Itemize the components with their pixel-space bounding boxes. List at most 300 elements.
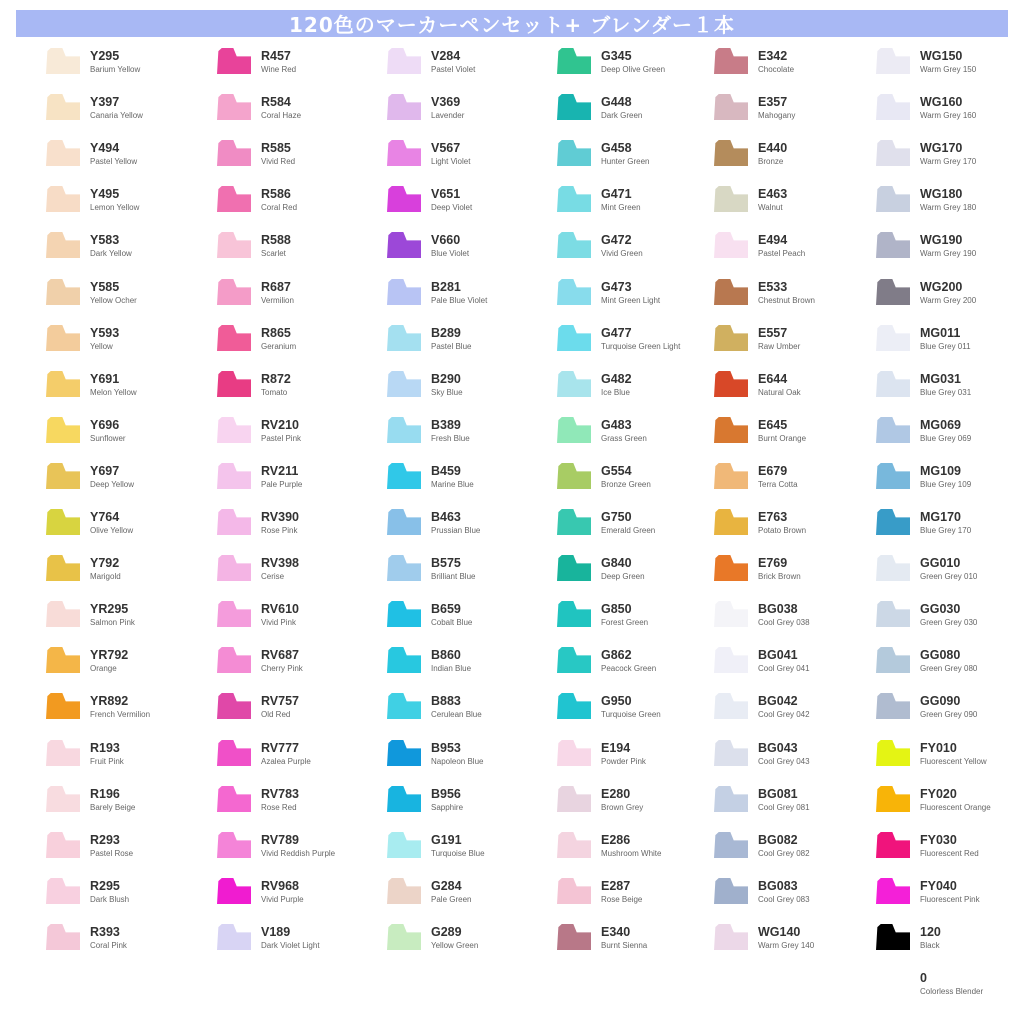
marker-swatch-icon bbox=[46, 371, 80, 397]
color-name: Pale Green bbox=[431, 895, 472, 904]
color-name: Warm Grey 170 bbox=[920, 157, 977, 166]
marker-swatch-icon bbox=[876, 186, 910, 212]
marker-swatch-icon bbox=[714, 693, 748, 719]
color-name: Cool Grey 043 bbox=[758, 757, 810, 766]
marker-swatch-icon bbox=[876, 832, 910, 858]
marker-swatch-icon bbox=[387, 94, 421, 120]
marker-swatch-icon bbox=[387, 417, 421, 443]
color-item bbox=[211, 92, 376, 132]
color-name: Brick Brown bbox=[758, 572, 801, 581]
color-code: R457 bbox=[261, 49, 291, 63]
color-code: BG083 bbox=[758, 879, 798, 893]
color-name: Cool Grey 082 bbox=[758, 849, 810, 858]
marker-swatch-icon bbox=[557, 878, 591, 904]
color-code: MG109 bbox=[920, 464, 961, 478]
color-item bbox=[551, 277, 716, 317]
marker-swatch-icon bbox=[714, 232, 748, 258]
color-item bbox=[551, 92, 716, 132]
color-code: G191 bbox=[431, 833, 462, 847]
marker-swatch-icon bbox=[46, 48, 80, 74]
color-name: Mint Green bbox=[601, 203, 641, 212]
color-item bbox=[211, 461, 376, 501]
marker-swatch-icon bbox=[876, 878, 910, 904]
color-name: Marigold bbox=[90, 572, 121, 581]
marker-swatch-icon bbox=[557, 325, 591, 351]
color-item bbox=[551, 46, 716, 86]
color-code: E494 bbox=[758, 233, 788, 247]
color-code: RV210 bbox=[261, 418, 299, 432]
color-item bbox=[211, 876, 376, 916]
color-code: YR295 bbox=[90, 602, 129, 616]
marker-swatch-icon bbox=[46, 325, 80, 351]
marker-swatch-icon bbox=[387, 48, 421, 74]
color-code: G862 bbox=[601, 648, 632, 662]
color-code: B956 bbox=[431, 787, 461, 801]
marker-swatch-icon bbox=[217, 555, 251, 581]
marker-swatch-icon bbox=[714, 878, 748, 904]
color-item bbox=[40, 830, 205, 870]
color-name: Pastel Blue bbox=[431, 342, 472, 351]
color-name: Scarlet bbox=[261, 249, 286, 258]
color-name: Green Grey 090 bbox=[920, 710, 978, 719]
color-code: RV757 bbox=[261, 694, 299, 708]
color-item bbox=[40, 277, 205, 317]
color-name: Light Violet bbox=[431, 157, 471, 166]
color-code: G289 bbox=[431, 925, 462, 939]
color-item bbox=[708, 738, 873, 778]
color-item bbox=[708, 230, 873, 270]
color-item bbox=[870, 599, 1024, 639]
color-code: RV777 bbox=[261, 741, 299, 755]
marker-swatch-icon bbox=[714, 924, 748, 950]
color-name: Pale Purple bbox=[261, 480, 303, 489]
color-item bbox=[40, 369, 205, 409]
color-name: Coral Haze bbox=[261, 111, 302, 120]
color-name: Ice Blue bbox=[601, 388, 630, 397]
color-code: RV783 bbox=[261, 787, 299, 801]
color-name: Lavender bbox=[431, 111, 465, 120]
color-item bbox=[870, 507, 1024, 547]
marker-swatch-icon bbox=[557, 924, 591, 950]
color-code: R393 bbox=[90, 925, 120, 939]
marker-swatch-icon bbox=[217, 601, 251, 627]
color-code: E763 bbox=[758, 510, 788, 524]
color-item bbox=[211, 369, 376, 409]
color-code: GG030 bbox=[920, 602, 961, 616]
color-name: Vermilion bbox=[261, 296, 294, 305]
color-name: Warm Grey 190 bbox=[920, 249, 977, 258]
color-code: R586 bbox=[261, 187, 291, 201]
color-name: Fluorescent Orange bbox=[920, 803, 991, 812]
marker-swatch-icon bbox=[46, 647, 80, 673]
color-item bbox=[551, 415, 716, 455]
marker-swatch-icon bbox=[387, 601, 421, 627]
color-item bbox=[870, 46, 1024, 86]
color-item bbox=[551, 738, 716, 778]
marker-swatch-icon bbox=[876, 279, 910, 305]
color-code: RV398 bbox=[261, 556, 299, 570]
color-name: Warm Grey 180 bbox=[920, 203, 977, 212]
color-code: G750 bbox=[601, 510, 632, 524]
color-code: WG140 bbox=[758, 925, 801, 939]
color-code: Y495 bbox=[90, 187, 120, 201]
color-name: Dark Blush bbox=[90, 895, 130, 904]
color-code: YR792 bbox=[90, 648, 129, 662]
color-name: Cerise bbox=[261, 572, 285, 581]
color-name: Bronze bbox=[758, 157, 784, 166]
color-name: Pastel Pink bbox=[261, 434, 302, 443]
color-name: Pastel Peach bbox=[758, 249, 806, 258]
color-item bbox=[381, 461, 546, 501]
color-code: WG180 bbox=[920, 187, 963, 201]
color-name: Cherry Pink bbox=[261, 664, 303, 673]
marker-swatch-icon bbox=[876, 371, 910, 397]
color-code: WG190 bbox=[920, 233, 963, 247]
color-item bbox=[211, 691, 376, 731]
color-name: Cool Grey 042 bbox=[758, 710, 810, 719]
color-code: BG043 bbox=[758, 741, 798, 755]
color-item bbox=[870, 230, 1024, 270]
color-item bbox=[870, 323, 1024, 363]
color-name: Grass Green bbox=[601, 434, 647, 443]
marker-swatch-icon bbox=[387, 140, 421, 166]
color-name: Pastel Yellow bbox=[90, 157, 138, 166]
color-item bbox=[551, 922, 716, 962]
color-item bbox=[381, 138, 546, 178]
color-item bbox=[870, 784, 1024, 824]
color-chart-grid bbox=[0, 46, 1024, 1024]
color-item bbox=[551, 830, 716, 870]
color-code: R295 bbox=[90, 879, 120, 893]
marker-swatch-icon bbox=[714, 140, 748, 166]
color-code: BG042 bbox=[758, 694, 798, 708]
color-code: FY020 bbox=[920, 787, 957, 801]
color-item bbox=[381, 645, 546, 685]
color-code: E533 bbox=[758, 280, 788, 294]
color-item bbox=[551, 876, 716, 916]
color-item bbox=[40, 230, 205, 270]
color-code: RV789 bbox=[261, 833, 299, 847]
marker-swatch-icon bbox=[557, 463, 591, 489]
marker-swatch-icon bbox=[876, 232, 910, 258]
marker-swatch-icon bbox=[387, 279, 421, 305]
color-name: Geranium bbox=[261, 342, 297, 351]
color-item bbox=[708, 46, 873, 86]
color-code: G850 bbox=[601, 602, 632, 616]
marker-swatch-icon bbox=[46, 232, 80, 258]
color-code: E463 bbox=[758, 187, 788, 201]
color-name: Fluorescent Yellow bbox=[920, 757, 987, 766]
color-item bbox=[870, 645, 1024, 685]
color-name: Pale Blue Violet bbox=[431, 296, 488, 305]
color-item bbox=[870, 876, 1024, 916]
color-code: G448 bbox=[601, 95, 632, 109]
color-item bbox=[211, 784, 376, 824]
color-item bbox=[870, 369, 1024, 409]
color-code: G473 bbox=[601, 280, 632, 294]
marker-swatch-icon bbox=[217, 647, 251, 673]
color-name: Napoleon Blue bbox=[431, 757, 484, 766]
color-name: Dark Green bbox=[601, 111, 643, 120]
marker-swatch-icon bbox=[714, 601, 748, 627]
color-name: Vivid Red bbox=[261, 157, 296, 166]
marker-swatch-icon bbox=[714, 279, 748, 305]
color-name: Warm Grey 150 bbox=[920, 65, 977, 74]
color-item bbox=[551, 784, 716, 824]
color-item bbox=[211, 46, 376, 86]
color-code: BG041 bbox=[758, 648, 798, 662]
color-code: E280 bbox=[601, 787, 631, 801]
marker-swatch-icon bbox=[714, 325, 748, 351]
color-name: Chocolate bbox=[758, 65, 795, 74]
marker-swatch-icon bbox=[557, 279, 591, 305]
marker-swatch-icon bbox=[714, 417, 748, 443]
color-code: B860 bbox=[431, 648, 461, 662]
color-code: Y494 bbox=[90, 141, 120, 155]
color-code: BG082 bbox=[758, 833, 798, 847]
marker-swatch-icon bbox=[714, 371, 748, 397]
color-code: Y764 bbox=[90, 510, 120, 524]
marker-swatch-icon bbox=[714, 555, 748, 581]
color-item bbox=[381, 876, 546, 916]
color-item bbox=[381, 830, 546, 870]
color-name: Black bbox=[920, 941, 940, 950]
color-name: Cobalt Blue bbox=[431, 618, 473, 627]
color-name: Canaria Yellow bbox=[90, 111, 143, 120]
color-code: YR892 bbox=[90, 694, 129, 708]
color-code: Y691 bbox=[90, 372, 120, 386]
color-name: Green Grey 030 bbox=[920, 618, 978, 627]
color-item bbox=[211, 645, 376, 685]
color-name: Vivid Purple bbox=[261, 895, 304, 904]
color-name: Green Grey 010 bbox=[920, 572, 978, 581]
color-code: B575 bbox=[431, 556, 461, 570]
marker-swatch-icon bbox=[217, 509, 251, 535]
color-item bbox=[211, 830, 376, 870]
color-code: B953 bbox=[431, 741, 461, 755]
color-item bbox=[40, 738, 205, 778]
color-item bbox=[211, 507, 376, 547]
marker-swatch-icon bbox=[387, 693, 421, 719]
color-code: V660 bbox=[431, 233, 461, 247]
color-item bbox=[708, 461, 873, 501]
marker-swatch-icon bbox=[876, 48, 910, 74]
color-name: Deep Violet bbox=[431, 203, 473, 212]
color-name: Prussian Blue bbox=[431, 526, 481, 535]
color-item bbox=[381, 738, 546, 778]
color-code: RV211 bbox=[261, 464, 299, 478]
marker-swatch-icon bbox=[387, 232, 421, 258]
color-name: Sky Blue bbox=[431, 388, 463, 397]
color-item bbox=[708, 553, 873, 593]
color-item bbox=[870, 922, 1024, 962]
color-item bbox=[708, 323, 873, 363]
color-name: Colorless Blender bbox=[920, 987, 984, 996]
marker-swatch-icon bbox=[46, 832, 80, 858]
marker-swatch-icon bbox=[46, 140, 80, 166]
marker-swatch-icon bbox=[714, 740, 748, 766]
color-name: Green Grey 080 bbox=[920, 664, 978, 673]
color-code: G483 bbox=[601, 418, 632, 432]
marker-swatch-icon bbox=[46, 417, 80, 443]
color-name: Olive Yellow bbox=[90, 526, 134, 535]
color-name: Blue Grey 031 bbox=[920, 388, 972, 397]
color-name: Mushroom White bbox=[601, 849, 662, 858]
color-code: G472 bbox=[601, 233, 632, 247]
color-code: B281 bbox=[431, 280, 461, 294]
color-code: Y697 bbox=[90, 464, 120, 478]
marker-swatch-icon bbox=[714, 463, 748, 489]
color-code: E340 bbox=[601, 925, 631, 939]
color-code: B659 bbox=[431, 602, 461, 616]
color-item bbox=[708, 784, 873, 824]
color-item bbox=[40, 46, 205, 86]
color-name: French Vermilion bbox=[90, 710, 151, 719]
color-code: WG150 bbox=[920, 49, 963, 63]
color-item bbox=[708, 277, 873, 317]
color-name: Deep Yellow bbox=[90, 480, 135, 489]
marker-swatch-icon bbox=[557, 647, 591, 673]
color-code: MG170 bbox=[920, 510, 961, 524]
color-name: Rose Beige bbox=[601, 895, 643, 904]
color-name: Mahogany bbox=[758, 111, 796, 120]
color-item bbox=[381, 553, 546, 593]
color-code: B883 bbox=[431, 694, 461, 708]
color-code: Y696 bbox=[90, 418, 120, 432]
color-code: B290 bbox=[431, 372, 461, 386]
color-item bbox=[40, 784, 205, 824]
marker-swatch-icon bbox=[876, 693, 910, 719]
color-name: Yellow Green bbox=[431, 941, 479, 950]
color-code: G840 bbox=[601, 556, 632, 570]
marker-swatch-icon bbox=[557, 186, 591, 212]
color-name: Marine Blue bbox=[431, 480, 474, 489]
marker-swatch-icon bbox=[217, 279, 251, 305]
color-code: B459 bbox=[431, 464, 461, 478]
color-name: Barely Beige bbox=[90, 803, 136, 812]
marker-swatch-icon bbox=[387, 509, 421, 535]
color-name: Fluorescent Red bbox=[920, 849, 979, 858]
color-name: Turquoise Green bbox=[601, 710, 661, 719]
color-name: Old Red bbox=[261, 710, 291, 719]
color-code: GG010 bbox=[920, 556, 961, 570]
color-code: E286 bbox=[601, 833, 631, 847]
color-item bbox=[40, 461, 205, 501]
color-code: GG090 bbox=[920, 694, 961, 708]
color-item bbox=[708, 830, 873, 870]
marker-swatch-icon bbox=[557, 371, 591, 397]
marker-swatch-icon bbox=[714, 48, 748, 74]
color-name: Vivid Reddish Purple bbox=[261, 849, 336, 858]
color-item bbox=[708, 876, 873, 916]
color-name: Brilliant Blue bbox=[431, 572, 476, 581]
color-name: Yellow Ocher bbox=[90, 296, 137, 305]
color-code: G477 bbox=[601, 326, 632, 340]
color-item bbox=[870, 691, 1024, 731]
color-name: Dark Violet Light bbox=[261, 941, 320, 950]
color-code: G554 bbox=[601, 464, 632, 478]
color-name: Coral Pink bbox=[90, 941, 127, 950]
color-item bbox=[870, 415, 1024, 455]
color-code: E645 bbox=[758, 418, 788, 432]
color-name: Blue Grey 069 bbox=[920, 434, 972, 443]
color-code: Y585 bbox=[90, 280, 120, 294]
marker-swatch-icon bbox=[876, 555, 910, 581]
color-name: Cerulean Blue bbox=[431, 710, 482, 719]
color-code: R588 bbox=[261, 233, 291, 247]
color-name: Turquoise Green Light bbox=[601, 342, 681, 351]
marker-swatch-icon bbox=[46, 555, 80, 581]
marker-swatch-icon bbox=[876, 601, 910, 627]
color-name: Tomato bbox=[261, 388, 288, 397]
color-name: Coral Red bbox=[261, 203, 298, 212]
color-code: RV390 bbox=[261, 510, 299, 524]
color-code: E769 bbox=[758, 556, 788, 570]
color-name: Indian Blue bbox=[431, 664, 472, 673]
color-item bbox=[870, 830, 1024, 870]
color-code: MG011 bbox=[920, 326, 961, 340]
color-code: R865 bbox=[261, 326, 291, 340]
color-item bbox=[381, 230, 546, 270]
color-name: Cool Grey 041 bbox=[758, 664, 810, 673]
color-item bbox=[551, 323, 716, 363]
marker-swatch-icon bbox=[557, 601, 591, 627]
marker-swatch-icon bbox=[876, 325, 910, 351]
marker-swatch-icon bbox=[46, 463, 80, 489]
color-item bbox=[551, 138, 716, 178]
marker-swatch-icon bbox=[217, 878, 251, 904]
color-code: Y295 bbox=[90, 49, 120, 63]
color-name: Warm Grey 160 bbox=[920, 111, 977, 120]
marker-swatch-icon bbox=[217, 832, 251, 858]
color-code: R293 bbox=[90, 833, 120, 847]
color-name: Fluorescent Pink bbox=[920, 895, 980, 904]
marker-swatch-icon bbox=[714, 94, 748, 120]
color-code: V369 bbox=[431, 95, 461, 109]
color-item bbox=[551, 599, 716, 639]
color-code: B463 bbox=[431, 510, 461, 524]
marker-swatch-icon bbox=[387, 786, 421, 812]
color-name: Hunter Green bbox=[601, 157, 650, 166]
color-item bbox=[381, 46, 546, 86]
marker-swatch-icon bbox=[714, 832, 748, 858]
color-item bbox=[211, 138, 376, 178]
marker-swatch-icon bbox=[714, 786, 748, 812]
color-item bbox=[708, 184, 873, 224]
marker-swatch-icon bbox=[876, 970, 910, 996]
color-item bbox=[40, 415, 205, 455]
color-code: E194 bbox=[601, 741, 631, 755]
marker-swatch-icon bbox=[46, 509, 80, 535]
color-name: Powder Pink bbox=[601, 757, 646, 766]
color-code: WG160 bbox=[920, 95, 963, 109]
marker-swatch-icon bbox=[46, 601, 80, 627]
marker-swatch-icon bbox=[557, 555, 591, 581]
marker-swatch-icon bbox=[876, 140, 910, 166]
color-item bbox=[40, 922, 205, 962]
color-name: Cool Grey 038 bbox=[758, 618, 810, 627]
marker-swatch-icon bbox=[557, 232, 591, 258]
page-title: 120色のマーカーペンセット+ ブレンダー１本 bbox=[289, 13, 735, 37]
marker-swatch-icon bbox=[46, 878, 80, 904]
marker-swatch-icon bbox=[387, 924, 421, 950]
marker-swatch-icon bbox=[217, 786, 251, 812]
marker-swatch-icon bbox=[217, 740, 251, 766]
color-name: Deep Olive Green bbox=[601, 65, 666, 74]
color-item bbox=[211, 738, 376, 778]
color-code: RV687 bbox=[261, 648, 299, 662]
color-code: GG080 bbox=[920, 648, 961, 662]
